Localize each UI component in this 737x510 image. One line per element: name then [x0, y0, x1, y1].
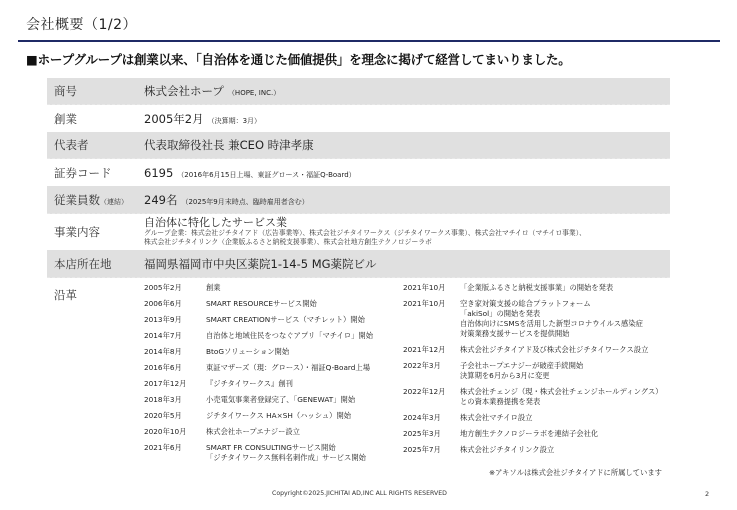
value-text: 代表取締役社長 兼CEO 時津孝康 — [144, 138, 314, 152]
row-value — [144, 217, 670, 247]
history-event: 株式会社チェンジ（現・株式会社チェンジホールディングス） — [460, 387, 663, 396]
copyright: Copyright©2025.JICHITAI AD,INC ALL RIGHTS RESERVED — [272, 490, 447, 497]
history-item — [144, 379, 394, 389]
value-text: 2005年2月 — [144, 111, 204, 126]
history-item — [144, 443, 394, 463]
value-note: （HOPE, INC.） — [227, 89, 281, 97]
history-event: BtoGソリューション開始 — [206, 347, 290, 356]
history-event: 小売電気事業者登録完了、「GENEWAT」開始 — [206, 395, 356, 404]
value-text: 249名 — [144, 192, 178, 207]
label-text: 創業 — [54, 111, 77, 126]
value-text: 福岡県福岡市中央区薬院1-14-5 MG薬院ビル — [144, 256, 377, 271]
history-date: 2014年7月 — [144, 331, 182, 340]
history-date: 2024年3月 — [403, 413, 441, 422]
row-value — [144, 83, 670, 99]
history-item — [144, 299, 394, 309]
history-item — [144, 395, 394, 405]
history-date: 2005年2月 — [144, 283, 182, 292]
label-note: （連結） — [100, 197, 128, 206]
history-item — [144, 363, 394, 373]
profile-row-headquarters — [47, 250, 670, 278]
history-item — [403, 429, 703, 439]
value-text: 6195 — [144, 165, 174, 180]
history-event: 子会社ホープエナジーが破産手続開始 — [460, 361, 584, 370]
title-divider — [18, 40, 720, 42]
profile-row-business — [47, 214, 670, 250]
profile-row-trade-name — [47, 78, 670, 105]
history-footnote: ※アキソルは株式会社ジチタイアドに所属しています — [489, 468, 662, 477]
value-note: （決算期：3月） — [207, 116, 262, 125]
history-item — [144, 411, 394, 421]
history-event: 対策業務支援サービスを提供開始 — [460, 329, 570, 338]
company-profile-table — [47, 78, 670, 278]
page-title: 会社概要（1/2） — [26, 17, 138, 33]
history-date: 2021年10月 — [403, 283, 446, 292]
history-item — [144, 283, 394, 293]
label-text: 証券コード — [54, 165, 112, 180]
row-label — [47, 165, 144, 181]
history-date: 2021年12月 — [403, 345, 446, 354]
history-event: SMART FR CONSULTINGサービス開始 — [206, 443, 336, 452]
history-item — [403, 361, 703, 381]
history-event: 「akiSol」の開始を発表 — [460, 309, 541, 318]
history-event: 『ジチタイワークス』創刊 — [206, 379, 293, 388]
history-event: 自治体向けにSMSを活用した新型コロナウイルス感染症 — [460, 319, 643, 328]
history-date: 2018年3月 — [144, 395, 182, 404]
value-note: （2016年6月15日上場、東証グロース・福証Q-Board） — [177, 170, 356, 179]
history-event: ジチタイワークス HA×SH（ハッシュ）開始 — [206, 411, 352, 420]
group-companies-line: グループ企業：株式会社ジチタイアド（広告事業等）、株式会社ジチタイワークス（ジチタイワークス事業）、株式会社マチイロ（マチイロ事業）、 — [144, 229, 586, 237]
history-item — [144, 331, 394, 341]
group-companies-line: 株式会社ジチタイリンク（企業版ふるさと納税支援事業）、株式会社地方創生テクノロジーラボ — [144, 238, 432, 246]
row-value — [144, 166, 670, 180]
history-event: 東証マザーズ（現：グロース）・福証Q-Board上場 — [206, 363, 371, 372]
history-event: 株式会社マチイロ設立 — [460, 413, 533, 422]
history-event: 創業 — [206, 283, 221, 292]
business-summary: 自治体に特化したサービス業 — [144, 216, 287, 229]
history-event: 「企業版ふるさと納税支援事業」の開始を発表 — [460, 283, 614, 292]
row-value — [144, 192, 670, 208]
history-date: 2021年10月 — [403, 299, 446, 308]
history-date: 2020年10月 — [144, 427, 187, 436]
row-value — [144, 137, 670, 153]
history-item — [144, 427, 394, 437]
history-event: 株式会社ジチタイアド及び株式会社ジチタイワークス設立 — [460, 345, 649, 354]
profile-row-founded — [47, 105, 670, 132]
history-event: SMART RESOURCEサービス開始 — [206, 299, 317, 308]
value-note: （2025年9月末時点、臨時雇用者含む） — [181, 197, 309, 206]
history-event: 地方創生テクノロジーラボを連結子会社化 — [460, 429, 599, 438]
history-event: 株式会社ホープエナジー設立 — [206, 427, 300, 436]
profile-row-employees — [47, 186, 670, 214]
history-date: 2022年3月 — [403, 361, 441, 370]
history-date: 2025年7月 — [403, 445, 441, 454]
label-text: 本店所在地 — [54, 256, 112, 271]
history-item — [403, 413, 703, 423]
history-date: 2014年8月 — [144, 347, 182, 356]
history-date: 2016年6月 — [144, 363, 182, 372]
row-label — [47, 111, 144, 127]
profile-row-securities-code — [47, 159, 670, 186]
history-event: 株式会社ジチタイリンク設立 — [460, 445, 555, 454]
value-text: 株式会社ホープ — [144, 84, 224, 98]
row-value — [144, 111, 670, 127]
history-list-right — [403, 283, 703, 455]
row-label — [47, 192, 144, 208]
history-event: 「ジチタイワークス無料名刺作成」サービス開始 — [206, 453, 366, 462]
label-text: 商号 — [54, 84, 77, 98]
history-date: 2021年6月 — [144, 443, 182, 452]
history-date: 2013年9月 — [144, 315, 182, 324]
history-item — [403, 345, 703, 355]
history-label: 沿革 — [54, 288, 77, 302]
label-text: 代表者 — [54, 138, 89, 152]
row-label — [47, 256, 144, 272]
history-date: 2006年6月 — [144, 299, 182, 308]
label-text: 事業内容 — [54, 225, 100, 239]
history-event: 空き家対策支援の総合プラットフォーム — [460, 299, 591, 308]
row-value — [144, 256, 670, 272]
history-item — [403, 299, 703, 339]
history-event: との資本業務提携を発表 — [460, 397, 541, 406]
history-item — [403, 387, 703, 407]
history-event: 自治体と地域住民をつなぐアプリ「マチイロ」開始 — [206, 331, 374, 340]
page-number: 2 — [705, 490, 710, 498]
history-date: 2017年12月 — [144, 379, 187, 388]
history-date: 2020年5月 — [144, 411, 182, 420]
label-text: 従業員数 — [54, 192, 100, 207]
row-label — [47, 83, 144, 99]
history-list-left — [144, 283, 394, 463]
row-label — [47, 224, 144, 240]
history-event: 決算期を6月から3月に変更 — [460, 371, 550, 380]
history-date: 2022年12月 — [403, 387, 446, 396]
history-item — [403, 445, 703, 455]
history-date: 2025年3月 — [403, 429, 441, 438]
profile-row-representative — [47, 132, 670, 159]
history-item — [144, 315, 394, 325]
history-event: SMART CREATIONサービス（マチレット）開始 — [206, 315, 365, 324]
row-label — [47, 137, 144, 153]
lead-statement: ■ホープグループは創業以来、「自治体を通じた価値提供」を理念に掲げて経営してまいりました。 — [26, 52, 571, 67]
history-item — [403, 283, 703, 293]
history-item — [144, 347, 394, 357]
